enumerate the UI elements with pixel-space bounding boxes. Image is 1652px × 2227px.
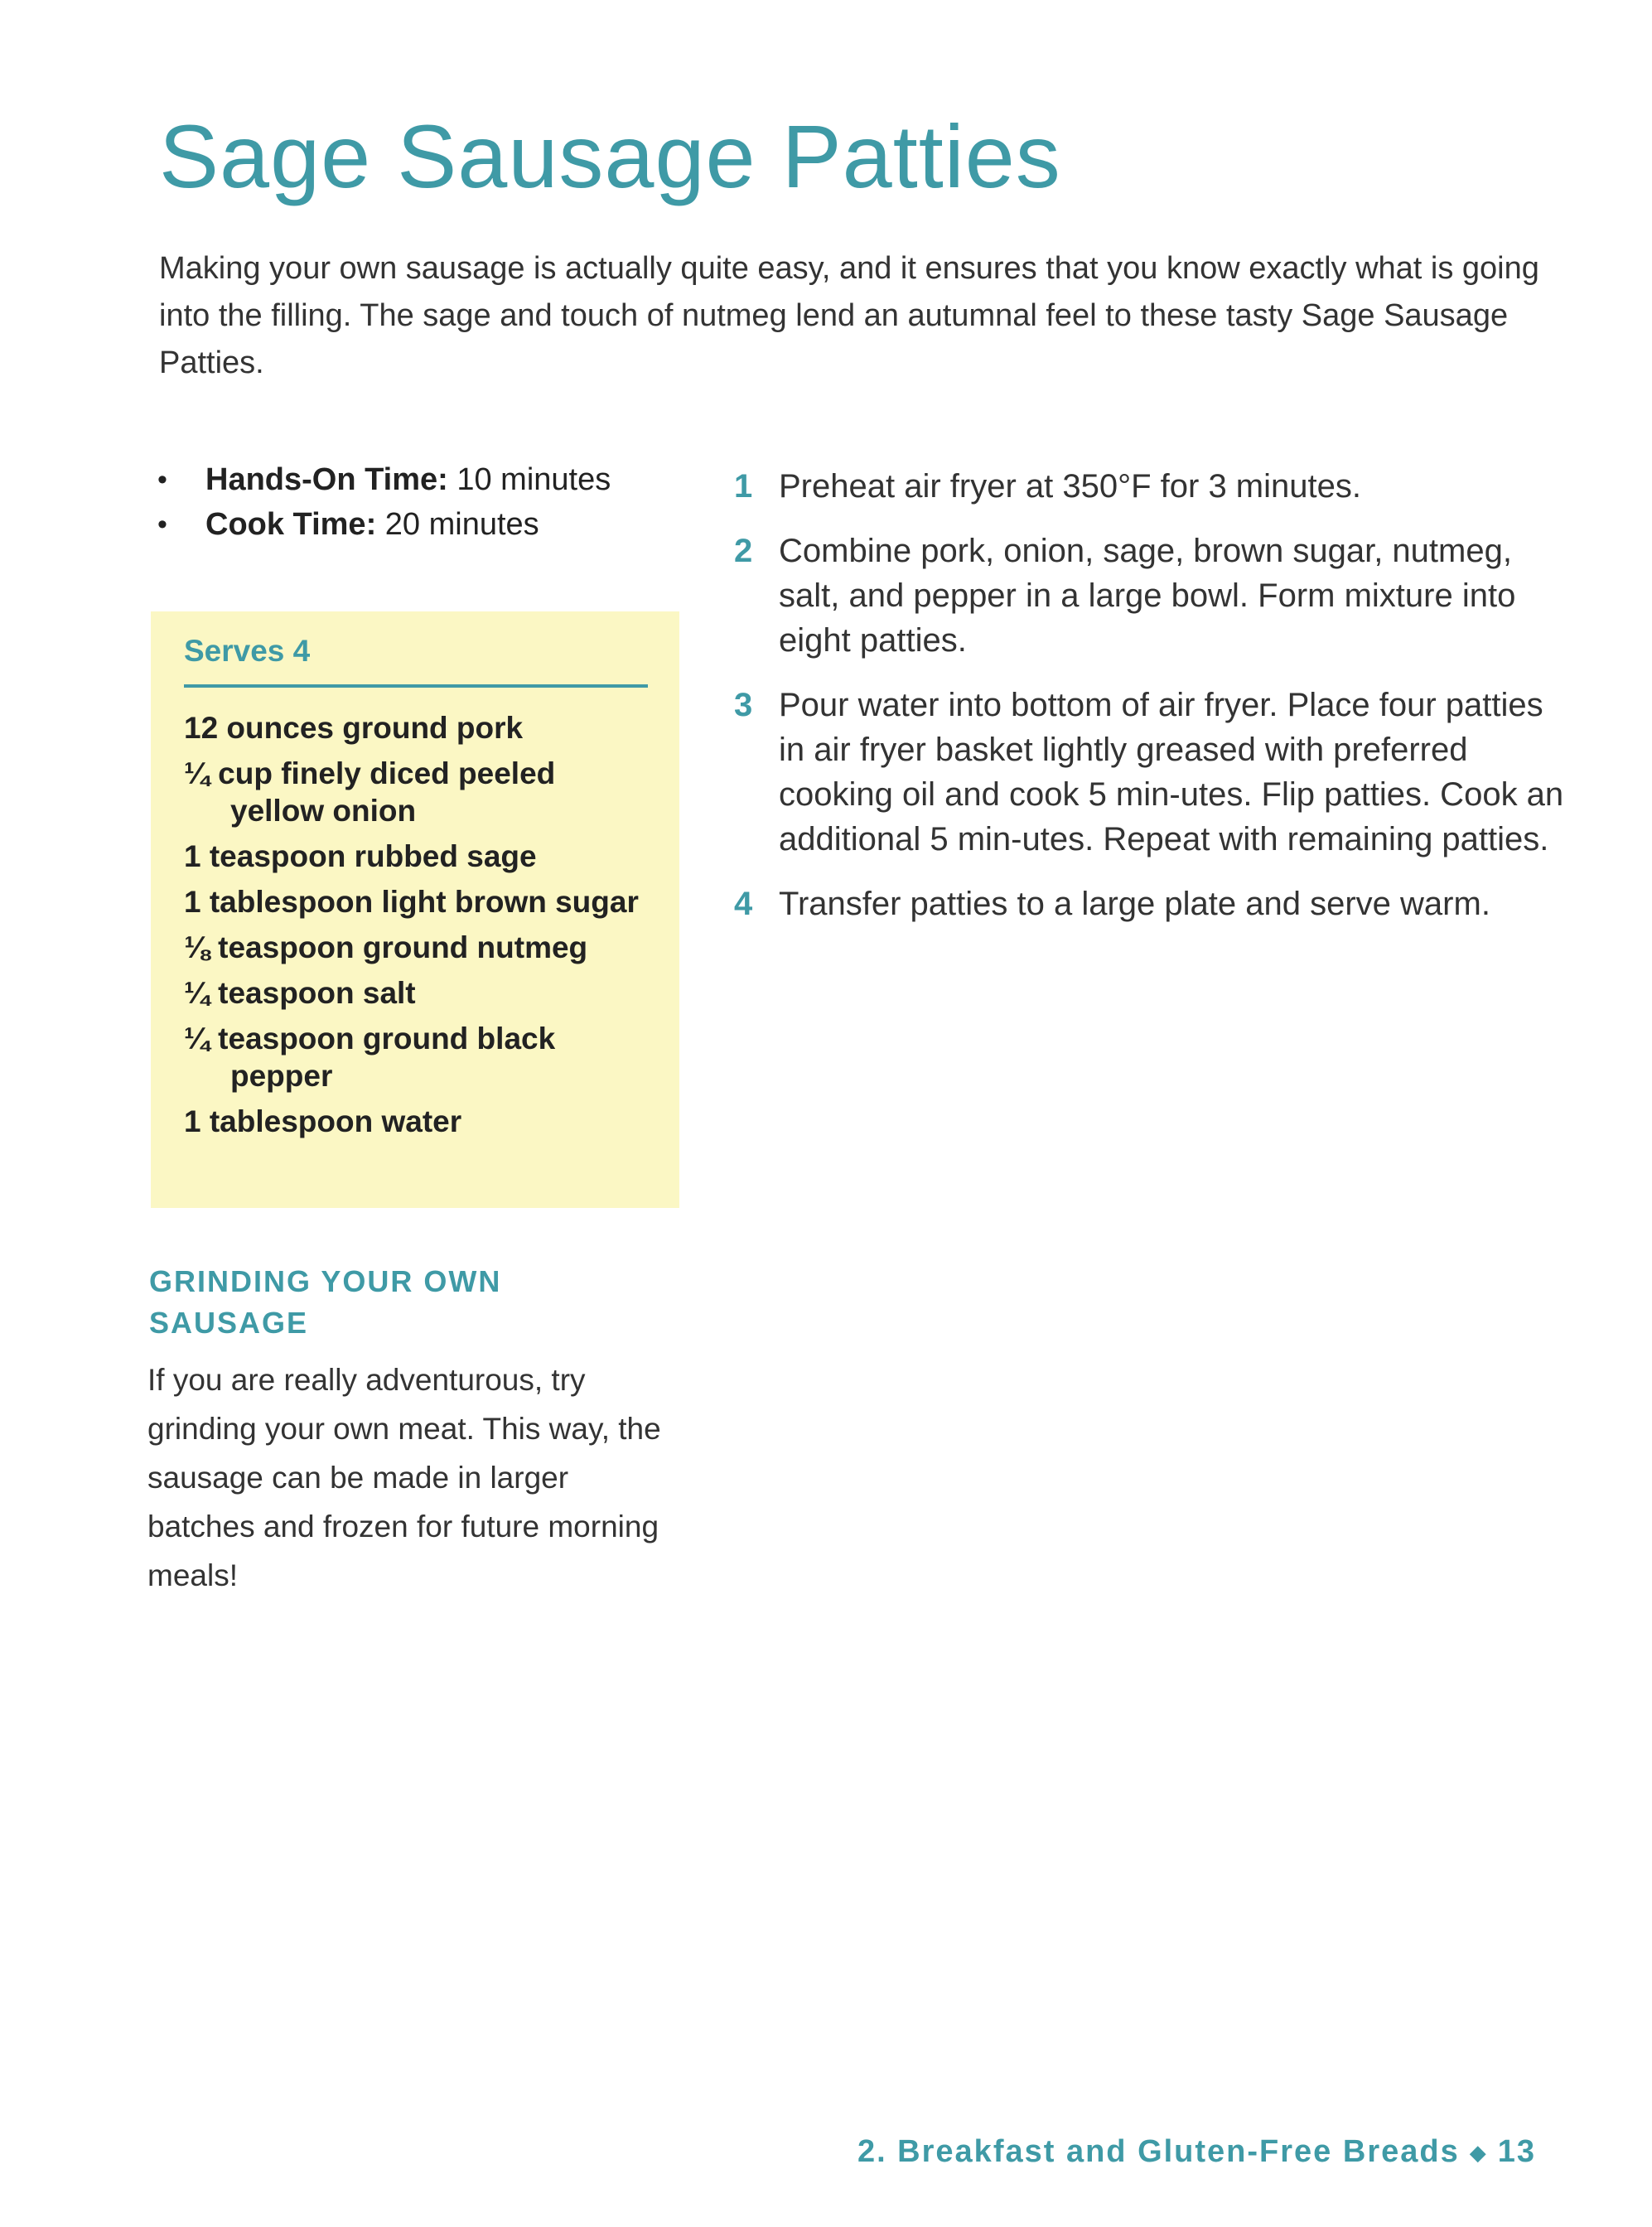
serves-heading: Serves 4 bbox=[184, 631, 648, 688]
ingredient-item: 1 teaspoon rubbed sage bbox=[184, 839, 537, 874]
step-text: Preheat air fryer at 350°F for 3 minutes. bbox=[779, 468, 1361, 505]
diamond-separator-icon: ◆ bbox=[1469, 2140, 1488, 2166]
step-item bbox=[729, 529, 1574, 663]
cook-time-value: 20 minutes bbox=[384, 507, 539, 542]
hands-on-time-value: 10 minutes bbox=[456, 462, 611, 497]
ingredient-item: 12 ounces ground pork bbox=[184, 711, 524, 746]
ingredient-item: ¼ teaspoon salt bbox=[184, 976, 416, 1011]
hands-on-time-label: Hands-On Time: bbox=[205, 462, 448, 497]
ingredient-item: 1 tablespoon water bbox=[184, 1104, 462, 1139]
step-text: Combine pork, onion, sage, brown sugar, nutmeg, salt, and pepper in a large bowl. Form mixture into eight patties. bbox=[779, 533, 1516, 659]
step-item bbox=[729, 464, 1574, 509]
ingredient-item: ¼ cup finely diced peeled yellow onion bbox=[184, 756, 556, 828]
sidebar-heading: GRINDING YOUR OWN SAUSAGE bbox=[149, 1264, 502, 1340]
recipe-intro: Making your own sausage is actually quite easy, and it ensures that you know exactly what is going into the filling. The sage and touch of nutmeg lend an autumnal feel to these tasty Sage Sausage Patties. bbox=[159, 251, 1539, 380]
step-list bbox=[729, 464, 1574, 946]
cook-time-label: Cook Time: bbox=[205, 507, 377, 542]
step-number: 3 bbox=[734, 687, 753, 723]
ingredient-item: ¼ teaspoon ground black pepper bbox=[184, 1022, 556, 1094]
cook-time bbox=[157, 502, 611, 547]
recipe-title: Sage Sausage Patties bbox=[159, 106, 1061, 206]
page-footer bbox=[857, 2134, 1536, 2170]
ingredients-box bbox=[151, 611, 679, 1208]
page-number: 13 bbox=[1497, 2134, 1536, 2169]
chapter-title: 2. Breakfast and Gluten-Free Breads bbox=[857, 2134, 1460, 2169]
hands-on-time bbox=[157, 457, 611, 502]
step-number: 4 bbox=[734, 886, 753, 922]
ingredient-item: 1 tablespoon light brown sugar bbox=[184, 885, 639, 920]
step-text: Transfer patties to a large plate and serve warm. bbox=[779, 886, 1490, 922]
time-list bbox=[157, 457, 611, 547]
ingredient-item: ⅛ teaspoon ground nutmeg bbox=[184, 930, 588, 965]
step-item bbox=[729, 683, 1574, 862]
step-number: 2 bbox=[734, 533, 753, 569]
step-text: Pour water into bottom of air fryer. Place four patties in air fryer basket lightly greased with preferred cooking oil and cook 5 min-utes. Flip patties. Cook an additional 5 min-utes. Repeat with remaining patties. bbox=[779, 687, 1564, 857]
step-item bbox=[729, 882, 1574, 926]
sidebar-text: If you are really adventurous, try grinding your own meat. This way, the sausage can be made in larger batches and frozen for future morning meals! bbox=[147, 1363, 661, 1592]
step-number: 1 bbox=[734, 468, 753, 505]
ingredient-list bbox=[184, 709, 648, 1140]
